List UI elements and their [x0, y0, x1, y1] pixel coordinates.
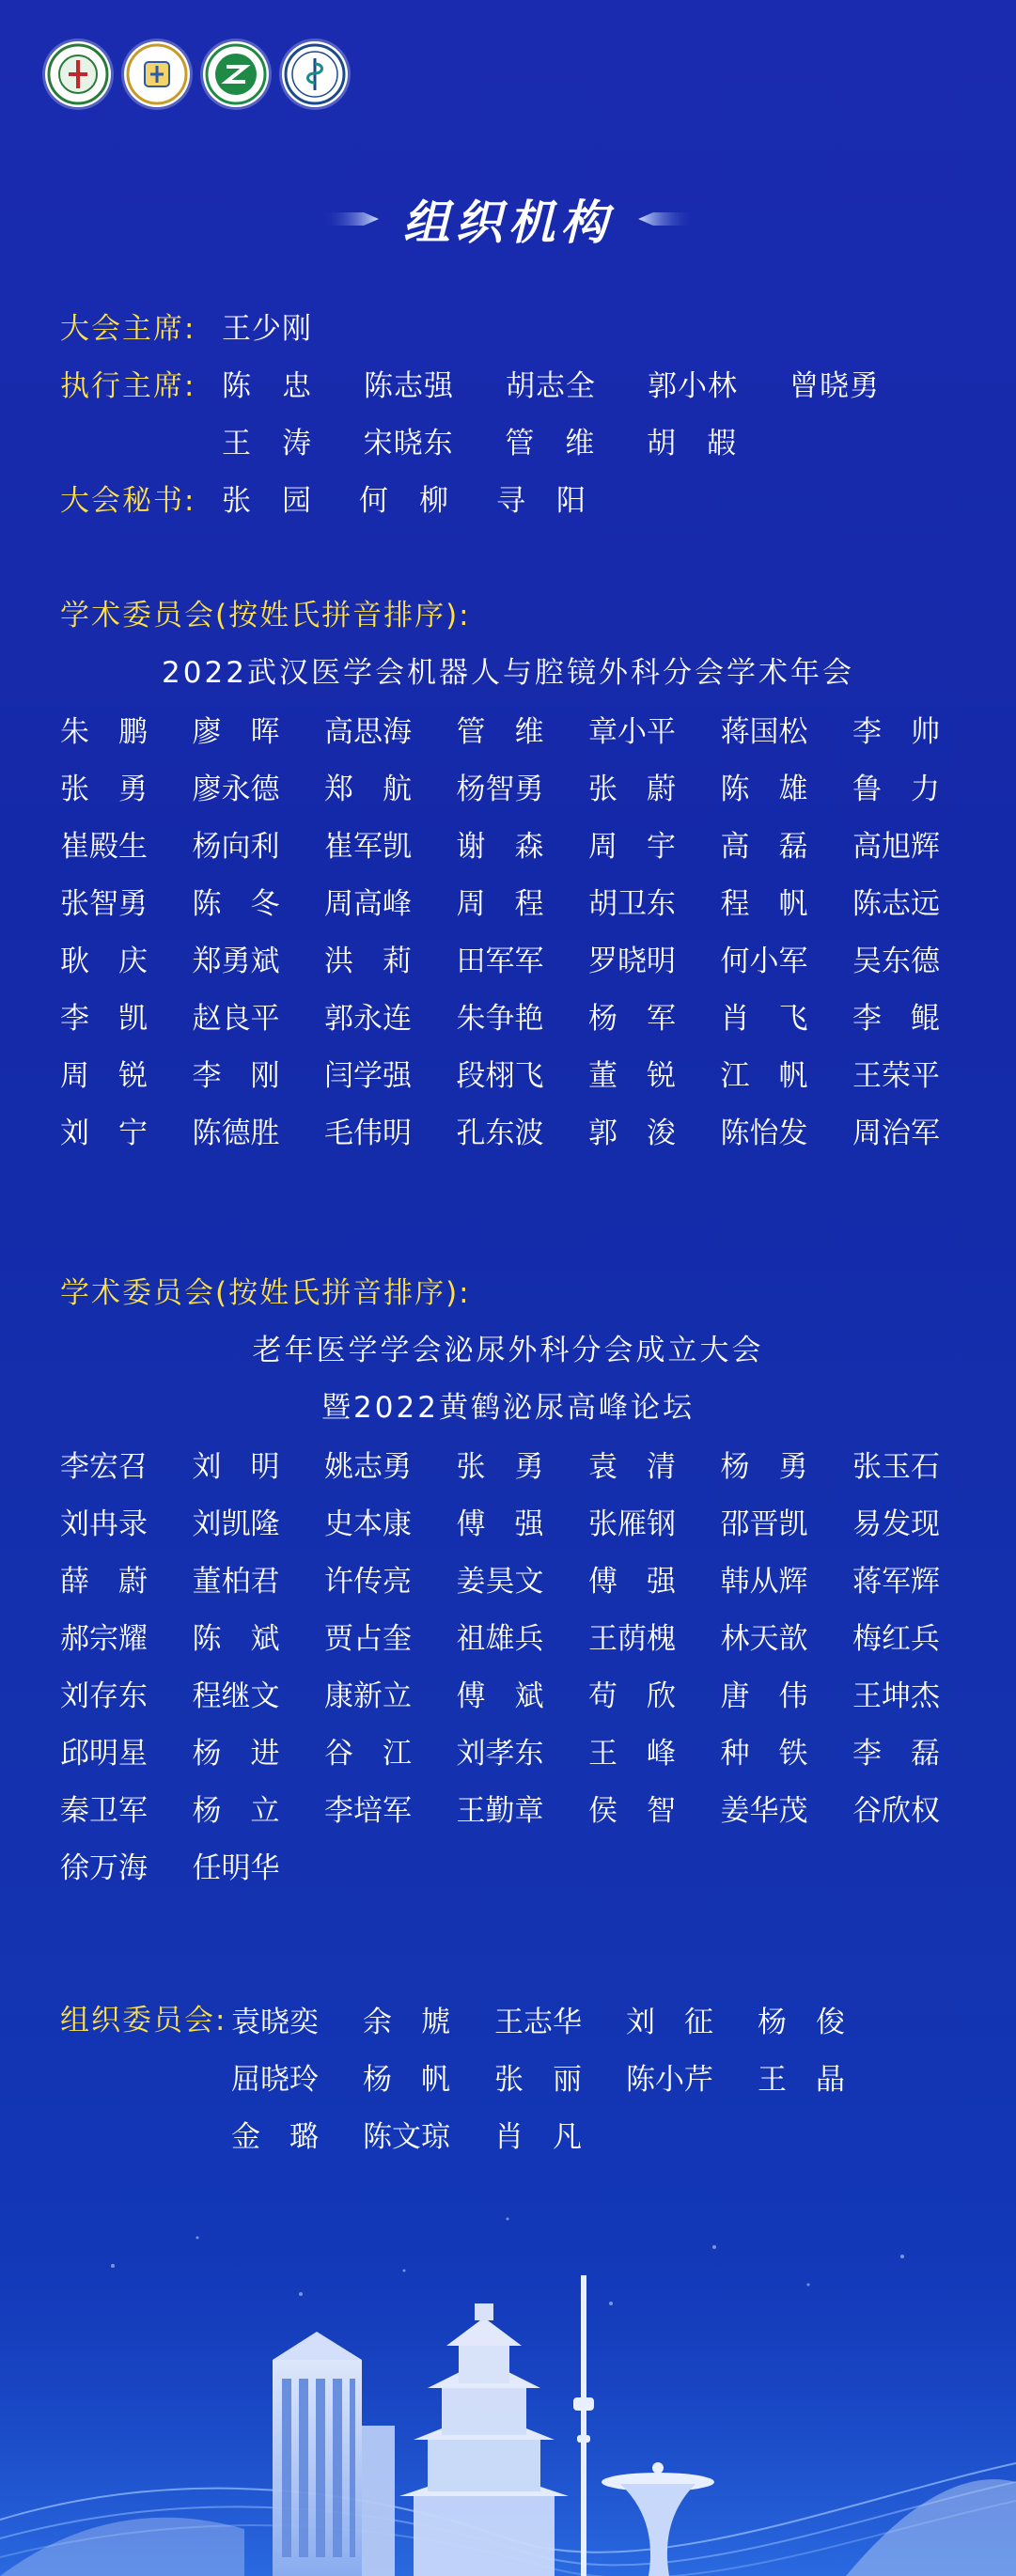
org-committee-label: 组织委员会: [60, 2004, 227, 2037]
exec-chair-name: 曾晓勇 [789, 369, 880, 403]
committee1-row [60, 700, 958, 757]
committee1-row [60, 815, 958, 872]
committee1-name: 周 程 [456, 887, 544, 921]
hospital-emblem-icon [45, 41, 111, 107]
committee1-name: 程 帆 [720, 887, 808, 921]
zhongnan-hospital-emblem-icon [203, 41, 269, 107]
committee1-name: 郑勇斌 [192, 945, 280, 978]
committee2-row [60, 1722, 958, 1779]
committee1-row [60, 1101, 958, 1159]
org-committee-name: 杨 帆 [363, 2063, 450, 2097]
committee2-name: 谷欣权 [852, 1794, 940, 1828]
committee2-name: 姚志勇 [324, 1450, 412, 1484]
org-committee-name: 肖 凡 [494, 2120, 582, 2154]
committee2-name: 杨 进 [192, 1737, 280, 1771]
committee2-name: 杨 立 [192, 1794, 280, 1828]
org-committee-name-grid [231, 1991, 889, 2162]
committee2-name: 邵晋凯 [720, 1507, 808, 1541]
exec-chair-line [60, 366, 195, 407]
committee2-name: 王荫槐 [588, 1622, 676, 1656]
committee2-name: 谷 江 [324, 1737, 412, 1771]
committee2-subtitle-2: 暨2022黄鹤泌尿高峰论坛 [321, 1391, 695, 1425]
committee1-name: 李 刚 [192, 1059, 280, 1093]
committee1-name: 郑 航 [324, 773, 412, 806]
committee2-row [60, 1779, 958, 1836]
committee2-name: 张玉石 [852, 1450, 940, 1484]
committee1-name: 孔东波 [456, 1116, 544, 1150]
wuhan-skyline-illustration [0, 2181, 1016, 2576]
committee2-name: 张 勇 [456, 1450, 544, 1484]
committee2-name: 秦卫军 [60, 1794, 148, 1828]
committee2-name: 薛 蔚 [60, 1565, 148, 1599]
chair-name: 王少刚 [222, 312, 312, 346]
committee1-name: 杨 军 [588, 1002, 676, 1036]
arrow-right-decoration-icon [322, 205, 379, 233]
chair-label: 大会主席: [60, 312, 196, 346]
org-committee-name: 袁晓奕 [231, 2006, 319, 2039]
committee1-name: 张 蔚 [588, 773, 676, 806]
committee2-name: 姜华茂 [720, 1794, 808, 1828]
committee1-name: 陈 冬 [192, 887, 280, 921]
committee1-name: 朱 鹏 [60, 715, 148, 749]
committee1-row [60, 757, 958, 815]
org-committee-row [231, 1991, 889, 2048]
committee1-name: 刘 宁 [60, 1116, 148, 1150]
exec-chair-label: 执行主席: [60, 369, 196, 403]
secretary-name: 寻 阳 [496, 484, 586, 518]
committee2-row [60, 1836, 958, 1894]
committee2-name: 张雁钢 [588, 1507, 676, 1541]
committee1-name: 李 帅 [852, 715, 940, 749]
committee2-name: 易发现 [852, 1507, 940, 1541]
committee1-name: 李 凯 [60, 1002, 148, 1036]
title-bar [0, 186, 1016, 252]
committee2-name: 郝宗耀 [60, 1622, 148, 1656]
committee1-name: 毛伟明 [324, 1116, 412, 1150]
committee1-name: 崔殿生 [60, 830, 148, 864]
committee1-name: 耿 庆 [60, 945, 148, 978]
committee2-name-grid [60, 1435, 958, 1894]
committee1-name: 崔军凯 [324, 830, 412, 864]
exec-chair-name: 郭小林 [648, 369, 738, 403]
committee2-name: 徐万海 [60, 1851, 148, 1885]
committee1-name: 赵良平 [192, 1002, 280, 1036]
committee2-name: 李培军 [324, 1794, 412, 1828]
committee1-name: 陈 雄 [720, 773, 808, 806]
exec-chair-row-2 [222, 423, 737, 464]
committee1-name: 周 宇 [588, 830, 676, 864]
committee2-name: 王勤章 [456, 1794, 544, 1828]
org-committee-row [231, 2105, 889, 2162]
committee1-name: 闫学强 [324, 1059, 412, 1093]
secretary-label: 大会秘书: [60, 484, 196, 518]
exec-chair-name: 管 维 [505, 427, 596, 461]
secretary-name: 何 柳 [359, 484, 449, 518]
committee1-name: 李 鲲 [852, 1002, 940, 1036]
committee2-name: 傅 强 [456, 1507, 544, 1541]
exec-chair-name: 陈志强 [364, 369, 454, 403]
committee1-name: 洪 莉 [324, 945, 412, 978]
committee2-row [60, 1550, 958, 1607]
committee2-name: 韩从辉 [720, 1565, 808, 1599]
committee2-name: 傅 斌 [456, 1679, 544, 1713]
committee1-row [60, 987, 958, 1044]
committee2-row [60, 1664, 958, 1722]
committee2-name: 刘孝东 [456, 1737, 544, 1771]
committee2-name: 董柏君 [192, 1565, 280, 1599]
org-committee-name: 张 丽 [494, 2063, 582, 2097]
org-committee-name: 王志华 [494, 2006, 582, 2039]
logo-row [45, 41, 348, 107]
committee2-name: 梅红兵 [852, 1622, 940, 1656]
committee2-name: 刘 明 [192, 1450, 280, 1484]
exec-chair-row-1 [222, 366, 880, 407]
committee1-name: 郭 浚 [588, 1116, 676, 1150]
committee1-name: 廖永德 [192, 773, 280, 806]
org-committee-name: 陈小芹 [626, 2063, 713, 2097]
committee1-row [60, 872, 958, 929]
chair-line [60, 308, 195, 350]
committee2-name: 种 铁 [720, 1737, 808, 1771]
org-committee-name: 刘 征 [626, 2006, 713, 2039]
exec-chair-name: 宋晓东 [363, 427, 454, 461]
exec-chair-name: 王 涛 [222, 427, 312, 461]
committee2-row [60, 1435, 958, 1492]
committee1-name: 何小军 [720, 945, 808, 978]
exec-chair-name: 胡志全 [506, 369, 596, 403]
committee2-name: 蒋军辉 [852, 1565, 940, 1599]
page-title: 组织机构 [402, 195, 614, 250]
committee2-name: 邱明星 [60, 1737, 148, 1771]
committee1-name: 肖 飞 [720, 1002, 808, 1036]
org-committee-line [60, 2000, 227, 2041]
committee2-name: 王坤杰 [852, 1679, 940, 1713]
committee2-row [60, 1492, 958, 1550]
committee1-name: 董 锐 [588, 1059, 676, 1093]
secretary-names [222, 480, 586, 522]
org-committee-name: 杨 俊 [758, 2006, 845, 2039]
committee2-name: 刘凯隆 [192, 1507, 280, 1541]
committee2-name: 李 磊 [852, 1737, 940, 1771]
committee2-name: 刘存东 [60, 1679, 148, 1713]
committee1-name: 罗晓明 [588, 945, 676, 978]
committee2-name: 杨 勇 [720, 1450, 808, 1484]
org-committee-name: 王 晶 [758, 2063, 845, 2097]
committee1-subtitle: 2022武汉医学会机器人与腔镜外科分会学术年会 [162, 656, 854, 690]
committee1-name: 杨智勇 [456, 773, 544, 806]
committee1-name: 杨向利 [192, 830, 280, 864]
committee1-name: 陈怡发 [720, 1116, 808, 1150]
committee2-name: 程继文 [192, 1679, 280, 1713]
committee1-name: 陈志远 [852, 887, 940, 921]
committee1-label: 学术委员会(按姓氏拼音排序): [60, 599, 471, 632]
committee1-name: 朱争艳 [456, 1002, 544, 1036]
committee1-name: 陈德胜 [192, 1116, 280, 1150]
committee1-name: 高旭辉 [852, 830, 940, 864]
committee1-name: 周 锐 [60, 1059, 148, 1093]
committee2-name: 陈 斌 [192, 1622, 280, 1656]
committee1-name: 高 磊 [720, 830, 808, 864]
committee1-name: 张 勇 [60, 773, 148, 806]
committee1-name: 鲁 力 [852, 773, 940, 806]
committee2-name: 李宏召 [60, 1450, 148, 1484]
committee2-subtitle-1: 老年医学学会泌尿外科分会成立大会 [252, 1334, 764, 1367]
committee1-name: 谢 森 [456, 830, 544, 864]
committee2-line [60, 1272, 471, 1314]
committee2-name: 袁 清 [588, 1450, 676, 1484]
committee2-label: 学术委员会(按姓氏拼音排序): [60, 1276, 471, 1310]
org-committee-name: 屈晓玲 [231, 2063, 319, 2097]
org-committee-name: 余 虓 [363, 2006, 450, 2039]
committee2-name: 姜昊文 [456, 1565, 544, 1599]
committee2-row [60, 1607, 958, 1664]
committee1-name: 段栩飞 [456, 1059, 544, 1093]
committee2-name: 康新立 [324, 1679, 412, 1713]
committee2-name: 林天歆 [720, 1622, 808, 1656]
secretary-name: 张 园 [222, 484, 312, 518]
exec-chair-name: 陈 忠 [222, 369, 312, 403]
committee1-name: 高思海 [324, 715, 412, 749]
secretary-line [60, 480, 195, 522]
committee1-name: 章小平 [588, 715, 676, 749]
committee1-name: 王荣平 [852, 1059, 940, 1093]
medical-association-emblem-icon [124, 41, 190, 107]
committee2-name: 傅 强 [588, 1565, 676, 1599]
committee1-name: 周高峰 [324, 887, 412, 921]
org-committee-name: 金 璐 [231, 2120, 319, 2154]
committee1-row [60, 1044, 958, 1101]
committee1-name: 廖 晖 [192, 715, 280, 749]
committee1-name: 田军军 [456, 945, 544, 978]
committee2-name: 贾占奎 [324, 1622, 412, 1656]
committee2-name: 刘冉录 [60, 1507, 148, 1541]
committee1-name: 管 维 [456, 715, 544, 749]
committee2-name: 唐 伟 [720, 1679, 808, 1713]
committee2-name: 任明华 [192, 1851, 280, 1885]
committee1-name: 周治军 [852, 1116, 940, 1150]
committee1-line [60, 595, 471, 636]
committee2-name: 史本康 [324, 1507, 412, 1541]
committee2-name: 苟 欣 [588, 1679, 676, 1713]
committee1-name: 张智勇 [60, 887, 148, 921]
committee2-name: 王 峰 [588, 1737, 676, 1771]
arrow-left-decoration-icon [638, 205, 695, 233]
committee1-name-grid [60, 700, 958, 1159]
committee1-name: 江 帆 [720, 1059, 808, 1093]
committee2-name: 侯 智 [588, 1794, 676, 1828]
org-committee-row [231, 2048, 889, 2105]
committee1-row [60, 929, 958, 987]
committee2-name: 祖雄兵 [456, 1622, 544, 1656]
committee1-name: 郭永连 [324, 1002, 412, 1036]
exec-chair-name: 胡 嘏 [646, 427, 737, 461]
committee1-name: 蒋国松 [720, 715, 808, 749]
committee1-name: 吴东德 [852, 945, 940, 978]
committee1-name: 胡卫东 [588, 887, 676, 921]
org-committee-name: 陈文琼 [363, 2120, 450, 2154]
medical-society-emblem-icon [282, 41, 348, 107]
committee2-name: 许传亮 [324, 1565, 412, 1599]
